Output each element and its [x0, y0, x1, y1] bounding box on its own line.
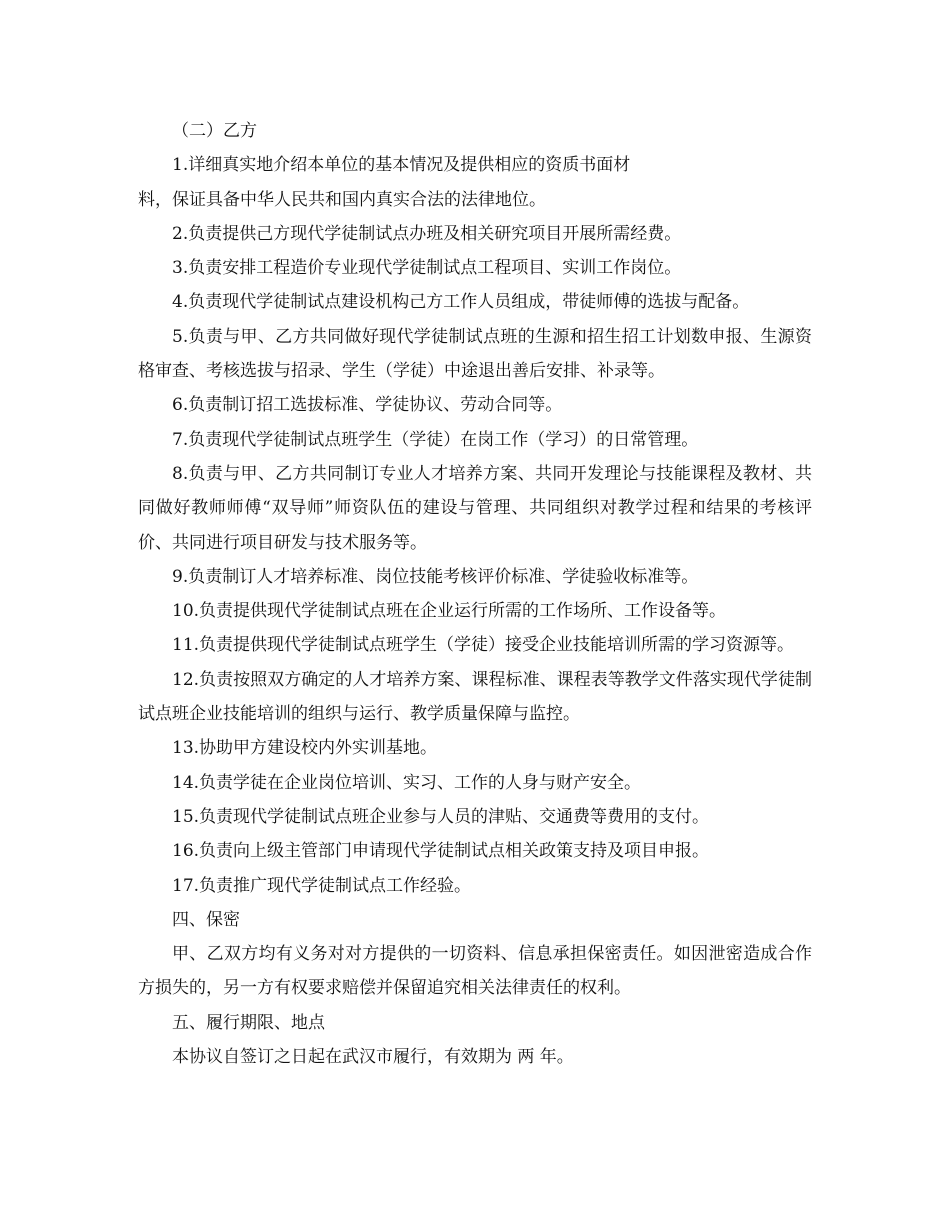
clause-7: 7.负责现代学徒制试点班学生（学徒）在岗工作（学习）的日常管理。 [172, 429, 699, 450]
clause-13: 13.协助甲方建设校内外实训基地。 [172, 738, 438, 759]
clause-11: 11.负责提供现代学徒制试点班学生（学徒）接受企业技能培训所需的学习资源等。 [172, 635, 795, 656]
term-location-text: 本协议自签订之日起在武汉市履行，有效期为 两 年。 [172, 1047, 574, 1068]
clause-8: 8.负责与甲、乙方共同制订专业人才培养方案、共同开发理论与技能课程及教材、共同做好教师师傅“双导师”师资队伍的建设与管理、共同组织对教学过程和结果的考核评价、共同进行项目研发与技术服务等。 [138, 463, 812, 553]
section-heading-term-location: 五、履行期限、地点 [172, 1012, 325, 1033]
clause-12: 12.负责按照双方确定的人才培养方案、课程标准、课程表等教学文件落实现代学徒制试点班企业技能培训的组织与运行、教学质量保障与监控。 [138, 669, 812, 725]
section-heading-confidentiality: 四、保密 [172, 909, 240, 930]
section-heading-party-b: （二）乙方 [172, 121, 257, 141]
clause-16: 16.负责向上级主管部门申请现代学徒制试点相关政策支持及项目申报。 [172, 841, 710, 862]
confidentiality-text: 甲、乙双方均有义务对对方提供的一切资料、信息承担保密责任。如因泄密造成合作方损失的，另一方有权要求赔偿并保留追究相关法律责任的权利。 [138, 944, 812, 999]
clause-14: 14.负责学徒在企业岗位培训、实习、工作的人身与财产安全。 [172, 772, 642, 793]
clause-6: 6.负责制订招工选拔标准、学徒协议、劳动合同等。 [172, 395, 563, 416]
clause-9: 9.负责制订人才培养标准、岗位技能考核评价标准、学徒验收标准等。 [172, 566, 699, 587]
clause-1-line-1: 1.详细真实地介绍本单位的基本情况及提供相应的资质书面材 [172, 155, 631, 176]
clause-5: 5.负责与甲、乙方共同做好现代学徒制试点班的生源和招生招工计划数申报、生源资格审查、考核选拔与招录、学生（学徒）中途退出善后安排、补录等。 [138, 326, 812, 382]
document-body [138, 114, 812, 1074]
clause-10: 10.负责提供现代学徒制试点班在企业运行所需的工作场所、工作设备等。 [172, 601, 727, 622]
clause-15: 15.负责现代学徒制试点班企业参与人员的津贴、交通费等费用的支付。 [172, 806, 710, 827]
clause-2: 2.负责提供己方现代学徒制试点办班及相关研究项目开展所需经费。 [172, 223, 682, 244]
clause-17: 17.负责推广现代学徒制试点工作经验。 [172, 875, 472, 896]
clause-3: 3.负责安排工程造价专业现代学徒制试点工程项目、实训工作岗位。 [172, 258, 682, 279]
clause-4: 4.负责现代学徒制试点建设机构己方工作人员组成，带徒师傅的选拔与配备。 [172, 292, 750, 313]
clause-1-line-2: 料，保证具备中华人民共和国内真实合法的法律地位。 [138, 189, 546, 210]
